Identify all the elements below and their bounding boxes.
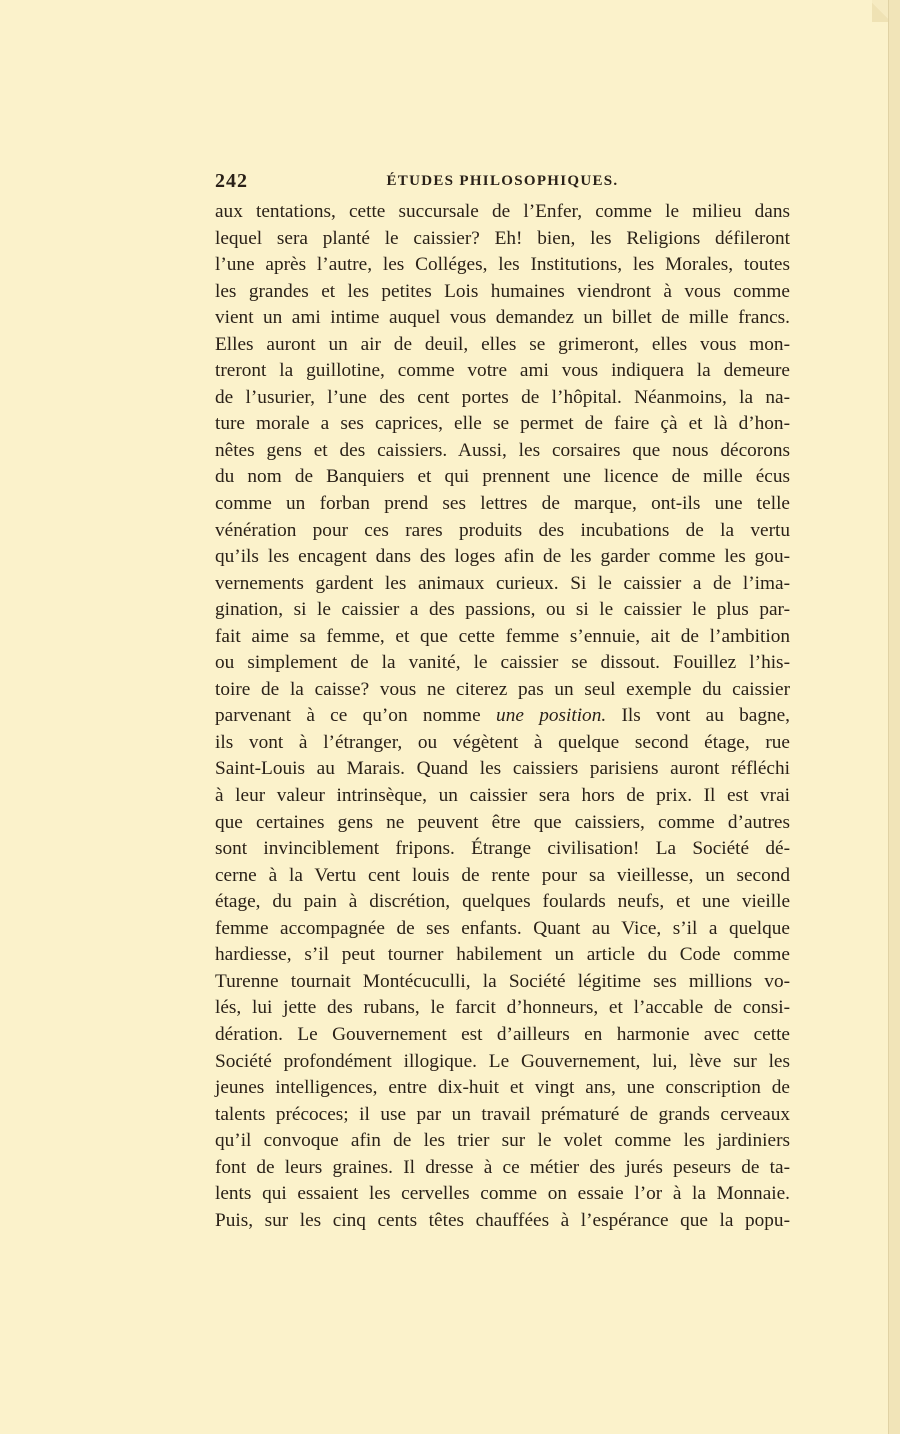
text-line: sont invinciblement fripons. Étrange civilisation! La Société dé- (215, 838, 790, 860)
text-line: treront la guillotine, comme votre ami vous indiquera la demeure (215, 360, 790, 382)
text-line: Saint-Louis au Marais. Quand les caissiers parisiens auront réfléchi (215, 758, 790, 780)
text-line: jeunes intelligences, entre dix-huit et vingt ans, une conscription de (215, 1077, 790, 1099)
text-line: lequel sera planté le caissier? Eh! bien, les Religions défileront (215, 227, 790, 249)
text-segment: parvenant à ce qu’on nomme (215, 705, 497, 727)
text-line: qu’il convoque afin de les trier sur le volet comme les jardiniers (215, 1130, 790, 1152)
text-line: l’une après l’autre, les Colléges, les Institutions, les Morales, toutes (215, 254, 790, 276)
text-line: gination, si le caissier a des passions, ou si le caissier le plus par- (215, 599, 790, 621)
text-line: Turenne tournait Montécuculli, la Société légitime ses millions vo- (215, 970, 790, 992)
text-line: talents précoces; il use par un travail prématuré de grands cerveaux (215, 1103, 790, 1125)
text-line: nêtes gens et des caissiers. Aussi, les corsaires que nous décorons (215, 439, 790, 461)
text-line: femme accompagnée de ses enfants. Quant au Vice, s’il a quelque (215, 917, 790, 939)
text-line: vient un ami intime auquel vous demandez un billet de mille francs. (215, 307, 790, 329)
text-line: aux tentations, cette succursale de l’Enfer, comme le milieu dans (215, 201, 790, 222)
text-line: du nom de Banquiers et qui prennent une licence de mille écus (215, 466, 790, 488)
text-line: que certaines gens ne peuvent être que caissiers, comme d’autres (215, 811, 790, 833)
text-line: étage, du pain à discrétion, quelques foulards neufs, et une vieille (215, 891, 790, 913)
text-segment: Ils vont au bagne, (606, 705, 790, 727)
italic-phrase: une position. (496, 705, 607, 727)
text-line: les grandes et les petites Lois humaines viendront à vous comme (215, 280, 790, 302)
corner-fold (872, 0, 888, 22)
page-edge (889, 0, 900, 1434)
text-line: qu’ils les encagent dans des loges afin de les garder comme les gou- (215, 546, 790, 568)
text-line: Puis, sur les cinq cents têtes chauffées à l’espérance que la popu- (215, 1209, 790, 1231)
text-line: ils vont à l’étranger, ou végètent à quelque second étage, rue (215, 731, 790, 753)
text-line: font de leurs graines. Il dresse à ce métier des jurés peseurs de ta- (215, 1156, 790, 1178)
text-line (215, 703, 790, 730)
text-line: Elles auront un air de deuil, elles se grimeront, elles vous mon- (215, 333, 790, 355)
text-line: lés, lui jette des rubans, le farcit d’honneurs, et l’accable de consi- (215, 997, 790, 1019)
text-line: fait aime sa femme, et que cette femme s’ennuie, ait de l’ambition (215, 625, 790, 647)
text-line: Société profondément illogique. Le Gouvernement, lui, lève sur les (215, 1050, 790, 1072)
text-line: ou simplement de la vanité, le caissier se dissout. Fouillez l’his- (215, 652, 790, 674)
running-title: ÉTUDES PHILOSOPHIQUES. (386, 173, 619, 189)
text-line: toire de la caisse? vous ne citerez pas un seul exemple du caissier (215, 678, 790, 700)
text-line: comme un forban prend ses lettres de marque, ont-ils une telle (215, 493, 790, 515)
running-header (215, 170, 790, 196)
text-line: dération. Le Gouvernement est d’ailleurs en harmonie avec cette (215, 1023, 790, 1045)
text-line: hardiesse, s’il peut tourner habilement un article du Code comme (215, 944, 790, 966)
text-line: de l’usurier, l’une des cent portes de l’hôpital. Néanmoins, la na- (215, 386, 790, 408)
text-line: à leur valeur intrinsèque, un caissier sera hors de prix. Il est vrai (215, 785, 790, 807)
text-line: ture morale a ses caprices, elle se permet de faire çà et là d’hon- (215, 413, 790, 435)
text-line: lents qui essaient les cervelles comme on essaie l’or à la Monnaie. (215, 1183, 790, 1205)
text-line: cerne à la Vertu cent louis de rente pour sa vieillesse, un second (215, 864, 790, 886)
text-line: vénération pour ces rares produits des incubations de la vertu (215, 519, 790, 541)
page-number: 242 (215, 170, 248, 192)
body-text (215, 199, 790, 1234)
text-line: vernements gardent les animaux curieux. Si le caissier a de l’ima- (215, 572, 790, 594)
